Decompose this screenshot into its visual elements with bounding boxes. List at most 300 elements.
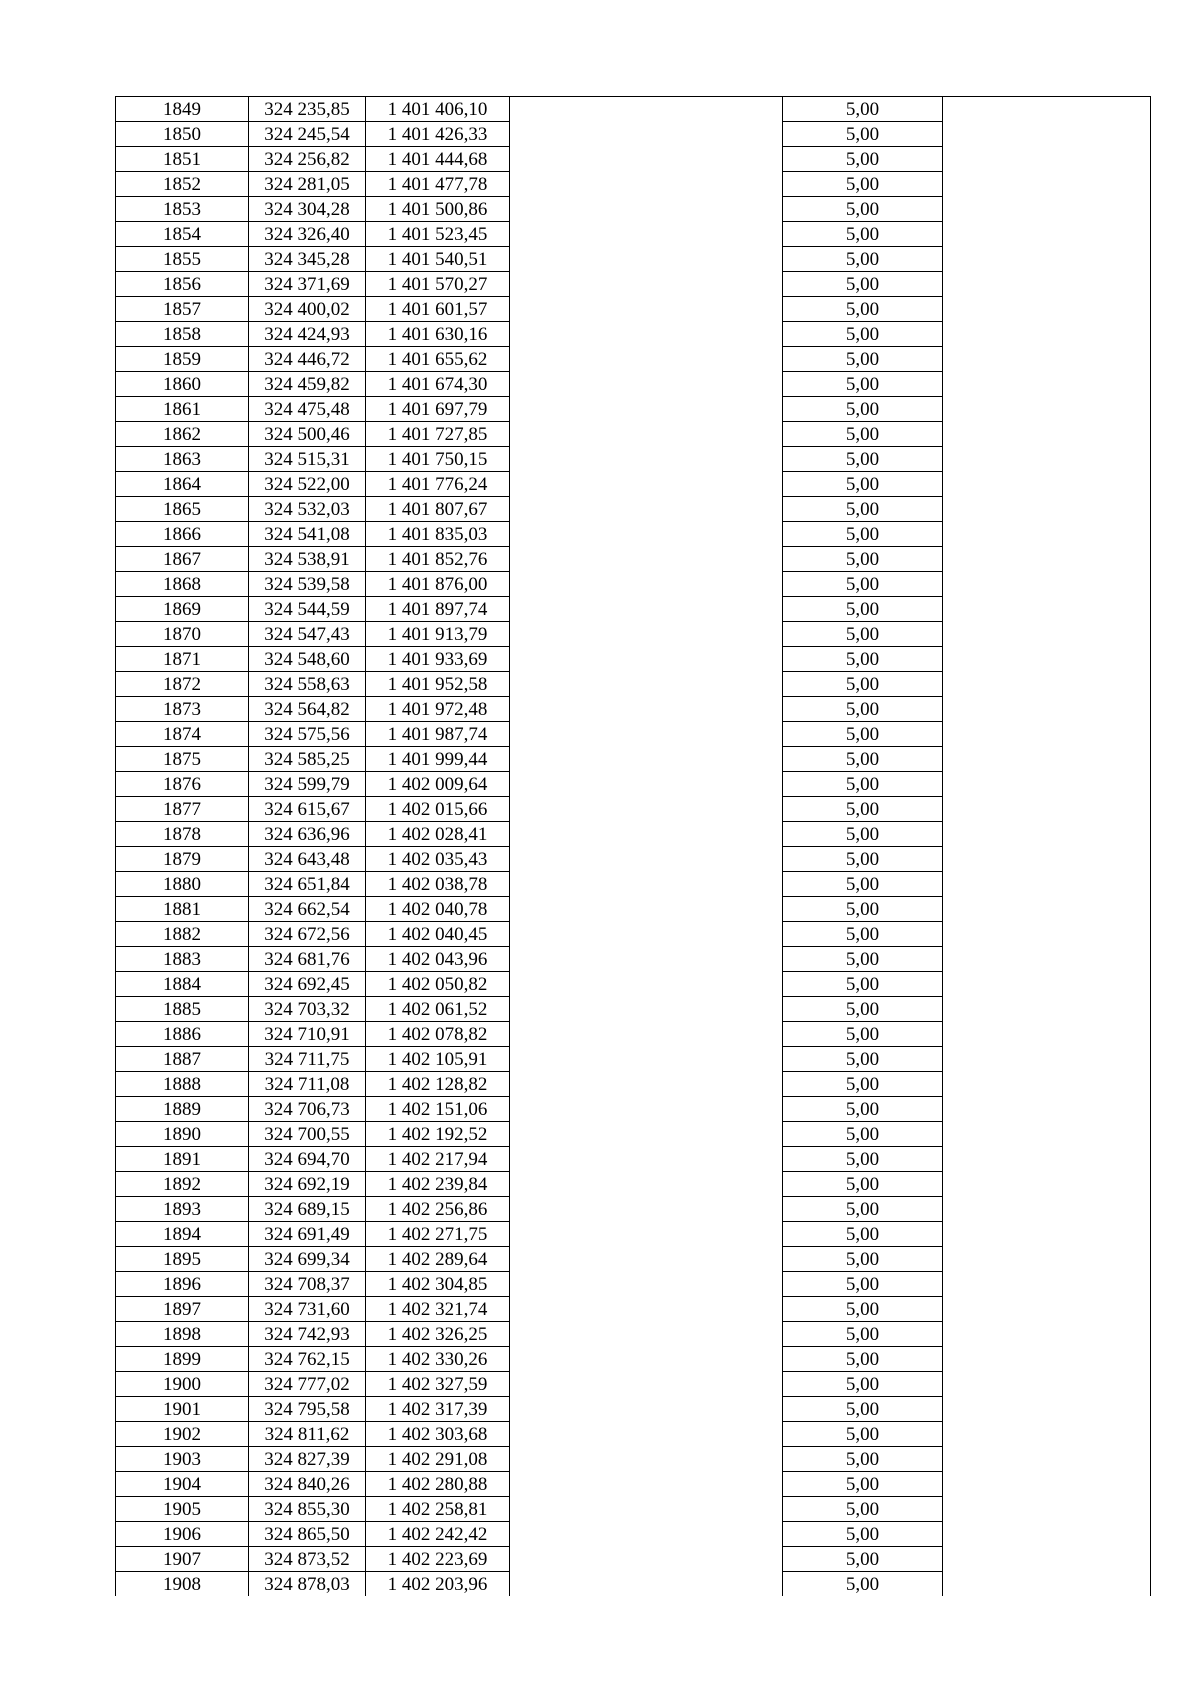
empty-cell (943, 722, 1151, 747)
empty-cell (943, 747, 1151, 772)
table-row (116, 97, 1151, 122)
empty-cell (510, 1047, 783, 1072)
x-coordinate-cell: 324 256,82 (249, 147, 366, 172)
point-number-cell: 1908 (116, 1572, 249, 1597)
distance-cell: 5,00 (783, 472, 943, 497)
distance-cell: 5,00 (783, 672, 943, 697)
distance-cell: 5,00 (783, 1272, 943, 1297)
table-body (116, 97, 1151, 1597)
empty-cell (943, 1522, 1151, 1547)
point-number-cell: 1904 (116, 1472, 249, 1497)
x-coordinate-cell: 324 662,54 (249, 897, 366, 922)
empty-cell (943, 347, 1151, 372)
empty-cell (943, 647, 1151, 672)
y-coordinate-cell: 1 402 040,78 (366, 897, 510, 922)
table-row (116, 647, 1151, 672)
empty-cell (943, 1172, 1151, 1197)
y-coordinate-cell: 1 402 289,64 (366, 1247, 510, 1272)
y-coordinate-cell: 1 401 570,27 (366, 272, 510, 297)
empty-cell (943, 472, 1151, 497)
table-row (116, 772, 1151, 797)
point-number-cell: 1864 (116, 472, 249, 497)
empty-cell (510, 147, 783, 172)
empty-cell (510, 1497, 783, 1522)
x-coordinate-cell: 324 865,50 (249, 1522, 366, 1547)
distance-cell: 5,00 (783, 347, 943, 372)
x-coordinate-cell: 324 643,48 (249, 847, 366, 872)
distance-cell: 5,00 (783, 1447, 943, 1472)
point-number-cell: 1897 (116, 1297, 249, 1322)
x-coordinate-cell: 324 326,40 (249, 222, 366, 247)
x-coordinate-cell: 324 446,72 (249, 347, 366, 372)
distance-cell: 5,00 (783, 797, 943, 822)
y-coordinate-cell: 1 402 256,86 (366, 1197, 510, 1222)
x-coordinate-cell: 324 672,56 (249, 922, 366, 947)
y-coordinate-cell: 1 401 952,58 (366, 672, 510, 697)
empty-cell (510, 597, 783, 622)
x-coordinate-cell: 324 795,58 (249, 1397, 366, 1422)
x-coordinate-cell: 324 539,58 (249, 572, 366, 597)
empty-cell (943, 847, 1151, 872)
empty-cell (943, 1447, 1151, 1472)
empty-cell (510, 1322, 783, 1347)
x-coordinate-cell: 324 475,48 (249, 397, 366, 422)
table-row (116, 822, 1151, 847)
y-coordinate-cell: 1 402 327,59 (366, 1372, 510, 1397)
table-row (116, 322, 1151, 347)
empty-cell (510, 447, 783, 472)
distance-cell: 5,00 (783, 722, 943, 747)
point-number-cell: 1852 (116, 172, 249, 197)
x-coordinate-cell: 324 544,59 (249, 597, 366, 622)
point-number-cell: 1874 (116, 722, 249, 747)
table-row (116, 1172, 1151, 1197)
y-coordinate-cell: 1 402 043,96 (366, 947, 510, 972)
point-number-cell: 1876 (116, 772, 249, 797)
table-row (116, 172, 1151, 197)
table-row (116, 1472, 1151, 1497)
distance-cell: 5,00 (783, 1122, 943, 1147)
x-coordinate-cell: 324 424,93 (249, 322, 366, 347)
y-coordinate-cell: 1 402 105,91 (366, 1047, 510, 1072)
distance-cell: 5,00 (783, 547, 943, 572)
x-coordinate-cell: 324 878,03 (249, 1572, 366, 1597)
y-coordinate-cell: 1 401 500,86 (366, 197, 510, 222)
empty-cell (510, 1447, 783, 1472)
x-coordinate-cell: 324 651,84 (249, 872, 366, 897)
point-number-cell: 1902 (116, 1422, 249, 1447)
distance-cell: 5,00 (783, 897, 943, 922)
point-number-cell: 1893 (116, 1197, 249, 1222)
empty-cell (510, 1172, 783, 1197)
x-coordinate-cell: 324 500,46 (249, 422, 366, 447)
distance-cell: 5,00 (783, 597, 943, 622)
point-number-cell: 1903 (116, 1447, 249, 1472)
table-row (116, 1197, 1151, 1222)
point-number-cell: 1851 (116, 147, 249, 172)
point-number-cell: 1873 (116, 697, 249, 722)
distance-cell: 5,00 (783, 647, 943, 672)
x-coordinate-cell: 324 762,15 (249, 1347, 366, 1372)
distance-cell: 5,00 (783, 222, 943, 247)
x-coordinate-cell: 324 700,55 (249, 1122, 366, 1147)
distance-cell: 5,00 (783, 1297, 943, 1322)
empty-cell (510, 672, 783, 697)
distance-cell: 5,00 (783, 397, 943, 422)
empty-cell (943, 572, 1151, 597)
table-row (116, 497, 1151, 522)
x-coordinate-cell: 324 703,32 (249, 997, 366, 1022)
y-coordinate-cell: 1 401 987,74 (366, 722, 510, 747)
y-coordinate-cell: 1 401 807,67 (366, 497, 510, 522)
point-number-cell: 1880 (116, 872, 249, 897)
y-coordinate-cell: 1 401 444,68 (366, 147, 510, 172)
x-coordinate-cell: 324 304,28 (249, 197, 366, 222)
empty-cell (943, 297, 1151, 322)
table-row (116, 1072, 1151, 1097)
table-row (116, 747, 1151, 772)
empty-cell (510, 497, 783, 522)
empty-cell (510, 1097, 783, 1122)
distance-cell: 5,00 (783, 1522, 943, 1547)
empty-cell (943, 1097, 1151, 1122)
y-coordinate-cell: 1 402 038,78 (366, 872, 510, 897)
empty-cell (510, 1522, 783, 1547)
distance-cell: 5,00 (783, 822, 943, 847)
point-number-cell: 1884 (116, 972, 249, 997)
y-coordinate-cell: 1 401 913,79 (366, 622, 510, 647)
y-coordinate-cell: 1 402 061,52 (366, 997, 510, 1022)
point-number-cell: 1857 (116, 297, 249, 322)
empty-cell (510, 722, 783, 747)
empty-cell (510, 372, 783, 397)
point-number-cell: 1875 (116, 747, 249, 772)
point-number-cell: 1890 (116, 1122, 249, 1147)
empty-cell (510, 947, 783, 972)
distance-cell: 5,00 (783, 172, 943, 197)
table-row (116, 1047, 1151, 1072)
table-row (116, 472, 1151, 497)
empty-cell (943, 672, 1151, 697)
empty-cell (943, 1047, 1151, 1072)
point-number-cell: 1858 (116, 322, 249, 347)
empty-cell (943, 947, 1151, 972)
empty-cell (943, 247, 1151, 272)
empty-cell (943, 197, 1151, 222)
table-row (116, 897, 1151, 922)
empty-cell (510, 1422, 783, 1447)
empty-cell (510, 522, 783, 547)
point-number-cell: 1871 (116, 647, 249, 672)
empty-cell (943, 1372, 1151, 1397)
x-coordinate-cell: 324 731,60 (249, 1297, 366, 1322)
y-coordinate-cell: 1 401 477,78 (366, 172, 510, 197)
distance-cell: 5,00 (783, 422, 943, 447)
distance-cell: 5,00 (783, 1022, 943, 1047)
y-coordinate-cell: 1 402 050,82 (366, 972, 510, 997)
table-row (116, 447, 1151, 472)
empty-cell (943, 1197, 1151, 1222)
distance-cell: 5,00 (783, 1472, 943, 1497)
point-number-cell: 1895 (116, 1247, 249, 1272)
distance-cell: 5,00 (783, 297, 943, 322)
empty-cell (943, 1247, 1151, 1272)
table-row (116, 522, 1151, 547)
empty-cell (943, 222, 1151, 247)
table-row (116, 1147, 1151, 1172)
x-coordinate-cell: 324 615,67 (249, 797, 366, 822)
empty-cell (943, 972, 1151, 997)
table-row (116, 997, 1151, 1022)
y-coordinate-cell: 1 401 426,33 (366, 122, 510, 147)
empty-cell (510, 572, 783, 597)
empty-cell (943, 1122, 1151, 1147)
distance-cell: 5,00 (783, 772, 943, 797)
x-coordinate-cell: 324 558,63 (249, 672, 366, 697)
table-row (116, 347, 1151, 372)
distance-cell: 5,00 (783, 572, 943, 597)
distance-cell: 5,00 (783, 497, 943, 522)
table-row (116, 622, 1151, 647)
x-coordinate-cell: 324 681,76 (249, 947, 366, 972)
empty-cell (510, 272, 783, 297)
empty-cell (510, 822, 783, 847)
point-number-cell: 1889 (116, 1097, 249, 1122)
y-coordinate-cell: 1 402 040,45 (366, 922, 510, 947)
point-number-cell: 1859 (116, 347, 249, 372)
point-number-cell: 1860 (116, 372, 249, 397)
point-number-cell: 1892 (116, 1172, 249, 1197)
x-coordinate-cell: 324 235,85 (249, 97, 366, 122)
y-coordinate-cell: 1 401 852,76 (366, 547, 510, 572)
x-coordinate-cell: 324 694,70 (249, 1147, 366, 1172)
x-coordinate-cell: 324 541,08 (249, 522, 366, 547)
empty-cell (510, 1572, 783, 1597)
y-coordinate-cell: 1 402 151,06 (366, 1097, 510, 1122)
empty-cell (510, 247, 783, 272)
empty-cell (510, 1547, 783, 1572)
empty-cell (943, 422, 1151, 447)
y-coordinate-cell: 1 402 015,66 (366, 797, 510, 822)
y-coordinate-cell: 1 401 601,57 (366, 297, 510, 322)
empty-cell (510, 172, 783, 197)
y-coordinate-cell: 1 401 630,16 (366, 322, 510, 347)
distance-cell: 5,00 (783, 1572, 943, 1597)
distance-cell: 5,00 (783, 247, 943, 272)
empty-cell (510, 772, 783, 797)
y-coordinate-cell: 1 402 239,84 (366, 1172, 510, 1197)
empty-cell (943, 97, 1151, 122)
empty-cell (943, 1572, 1151, 1597)
table-row (116, 1297, 1151, 1322)
point-number-cell: 1879 (116, 847, 249, 872)
table-row (116, 872, 1151, 897)
y-coordinate-cell: 1 402 330,26 (366, 1347, 510, 1372)
empty-cell (943, 622, 1151, 647)
distance-cell: 5,00 (783, 947, 943, 972)
distance-cell: 5,00 (783, 1247, 943, 1272)
x-coordinate-cell: 324 711,08 (249, 1072, 366, 1097)
distance-cell: 5,00 (783, 97, 943, 122)
y-coordinate-cell: 1 401 727,85 (366, 422, 510, 447)
table-row (116, 1272, 1151, 1297)
point-number-cell: 1872 (116, 672, 249, 697)
x-coordinate-cell: 324 538,91 (249, 547, 366, 572)
distance-cell: 5,00 (783, 1547, 943, 1572)
empty-cell (510, 997, 783, 1022)
table-row (116, 197, 1151, 222)
x-coordinate-cell: 324 811,62 (249, 1422, 366, 1447)
y-coordinate-cell: 1 401 750,15 (366, 447, 510, 472)
table-row (116, 672, 1151, 697)
distance-cell: 5,00 (783, 272, 943, 297)
empty-cell (510, 1247, 783, 1272)
table-row (116, 1397, 1151, 1422)
table-row (116, 947, 1151, 972)
distance-cell: 5,00 (783, 697, 943, 722)
x-coordinate-cell: 324 575,56 (249, 722, 366, 747)
empty-cell (943, 1222, 1151, 1247)
x-coordinate-cell: 324 711,75 (249, 1047, 366, 1072)
table-row (116, 397, 1151, 422)
table-row (116, 1347, 1151, 1372)
empty-cell (943, 1347, 1151, 1372)
y-coordinate-cell: 1 401 674,30 (366, 372, 510, 397)
y-coordinate-cell: 1 402 258,81 (366, 1497, 510, 1522)
empty-cell (943, 1272, 1151, 1297)
x-coordinate-cell: 324 873,52 (249, 1547, 366, 1572)
x-coordinate-cell: 324 708,37 (249, 1272, 366, 1297)
empty-cell (510, 1372, 783, 1397)
x-coordinate-cell: 324 742,93 (249, 1322, 366, 1347)
table-row (116, 547, 1151, 572)
table-row (116, 422, 1151, 447)
empty-cell (510, 622, 783, 647)
empty-cell (510, 1147, 783, 1172)
empty-cell (510, 422, 783, 447)
point-number-cell: 1905 (116, 1497, 249, 1522)
empty-cell (943, 147, 1151, 172)
distance-cell: 5,00 (783, 622, 943, 647)
table-row (116, 722, 1151, 747)
empty-cell (510, 197, 783, 222)
distance-cell: 5,00 (783, 1322, 943, 1347)
y-coordinate-cell: 1 402 291,08 (366, 1447, 510, 1472)
y-coordinate-cell: 1 402 128,82 (366, 1072, 510, 1097)
point-number-cell: 1850 (116, 122, 249, 147)
point-number-cell: 1885 (116, 997, 249, 1022)
x-coordinate-cell: 324 515,31 (249, 447, 366, 472)
point-number-cell: 1906 (116, 1522, 249, 1547)
empty-cell (943, 1072, 1151, 1097)
empty-cell (510, 1222, 783, 1247)
x-coordinate-cell: 324 699,34 (249, 1247, 366, 1272)
table-row (116, 572, 1151, 597)
point-number-cell: 1853 (116, 197, 249, 222)
point-number-cell: 1870 (116, 622, 249, 647)
empty-cell (943, 697, 1151, 722)
empty-cell (510, 347, 783, 372)
empty-cell (943, 997, 1151, 1022)
empty-cell (510, 97, 783, 122)
point-number-cell: 1888 (116, 1072, 249, 1097)
table-row (116, 922, 1151, 947)
empty-cell (510, 697, 783, 722)
empty-cell (510, 972, 783, 997)
x-coordinate-cell: 324 840,26 (249, 1472, 366, 1497)
coordinates-table (115, 96, 1151, 1596)
distance-cell: 5,00 (783, 1222, 943, 1247)
table-row (116, 797, 1151, 822)
distance-cell: 5,00 (783, 872, 943, 897)
table-row (116, 1497, 1151, 1522)
empty-cell (510, 1472, 783, 1497)
distance-cell: 5,00 (783, 1147, 943, 1172)
empty-cell (943, 372, 1151, 397)
point-number-cell: 1866 (116, 522, 249, 547)
table-row (116, 147, 1151, 172)
table-row (116, 372, 1151, 397)
x-coordinate-cell: 324 522,00 (249, 472, 366, 497)
table-row (116, 1097, 1151, 1122)
y-coordinate-cell: 1 402 303,68 (366, 1422, 510, 1447)
y-coordinate-cell: 1 402 035,43 (366, 847, 510, 872)
point-number-cell: 1883 (116, 947, 249, 972)
x-coordinate-cell: 324 689,15 (249, 1197, 366, 1222)
point-number-cell: 1887 (116, 1047, 249, 1072)
x-coordinate-cell: 324 532,03 (249, 497, 366, 522)
empty-cell (510, 1297, 783, 1322)
distance-cell: 5,00 (783, 1197, 943, 1222)
y-coordinate-cell: 1 401 655,62 (366, 347, 510, 372)
x-coordinate-cell: 324 855,30 (249, 1497, 366, 1522)
empty-cell (510, 222, 783, 247)
point-number-cell: 1877 (116, 797, 249, 822)
distance-cell: 5,00 (783, 972, 943, 997)
empty-cell (510, 1022, 783, 1047)
point-number-cell: 1861 (116, 397, 249, 422)
distance-cell: 5,00 (783, 1497, 943, 1522)
distance-cell: 5,00 (783, 1397, 943, 1422)
x-coordinate-cell: 324 827,39 (249, 1447, 366, 1472)
y-coordinate-cell: 1 402 192,52 (366, 1122, 510, 1147)
table-row (116, 1022, 1151, 1047)
y-coordinate-cell: 1 402 223,69 (366, 1547, 510, 1572)
point-number-cell: 1867 (116, 547, 249, 572)
point-number-cell: 1882 (116, 922, 249, 947)
y-coordinate-cell: 1 402 242,42 (366, 1522, 510, 1547)
empty-cell (510, 1072, 783, 1097)
empty-cell (943, 172, 1151, 197)
point-number-cell: 1868 (116, 572, 249, 597)
distance-cell: 5,00 (783, 1097, 943, 1122)
y-coordinate-cell: 1 401 835,03 (366, 522, 510, 547)
empty-cell (943, 1397, 1151, 1422)
empty-cell (510, 1272, 783, 1297)
x-coordinate-cell: 324 692,19 (249, 1172, 366, 1197)
empty-cell (943, 772, 1151, 797)
empty-cell (943, 1322, 1151, 1347)
y-coordinate-cell: 1 402 203,96 (366, 1572, 510, 1597)
x-coordinate-cell: 324 691,49 (249, 1222, 366, 1247)
distance-cell: 5,00 (783, 997, 943, 1022)
distance-cell: 5,00 (783, 522, 943, 547)
x-coordinate-cell: 324 281,05 (249, 172, 366, 197)
empty-cell (943, 122, 1151, 147)
y-coordinate-cell: 1 402 280,88 (366, 1472, 510, 1497)
y-coordinate-cell: 1 401 697,79 (366, 397, 510, 422)
point-number-cell: 1863 (116, 447, 249, 472)
